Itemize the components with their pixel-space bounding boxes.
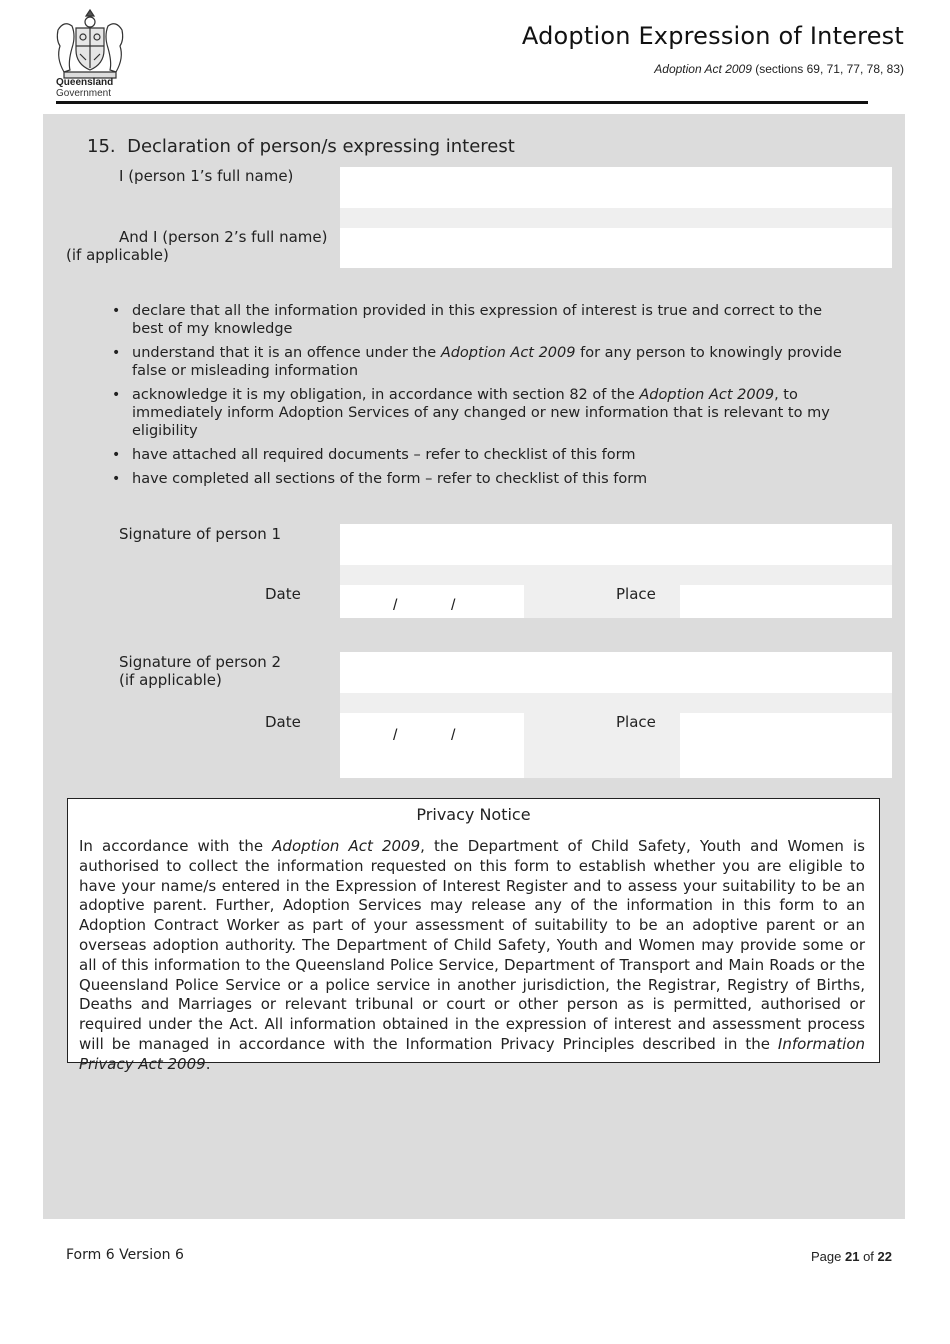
person2-name-label: And I (person 2’s full name) [119, 228, 328, 246]
form-version: Form 6 Version 6 [66, 1247, 184, 1263]
signature2-field[interactable] [340, 652, 892, 693]
person2-applicable-note: (if applicable) [66, 246, 169, 264]
logo-org-sub: Government [56, 88, 112, 99]
field-spacer [340, 565, 892, 585]
act-name: Adoption Act 2009 [654, 62, 752, 76]
signature1-field[interactable] [340, 524, 892, 565]
section-title [87, 136, 515, 157]
date2-field[interactable] [340, 713, 524, 778]
person2-name-field[interactable] [340, 228, 892, 268]
person1-name-label: I (person 1’s full name) [119, 167, 294, 185]
field-spacer [524, 713, 680, 778]
field-spacer [340, 208, 892, 228]
date-separator: / [393, 597, 398, 614]
person1-name-field[interactable] [340, 167, 892, 208]
date1-label: Date [265, 585, 301, 603]
logo-org-name: Queensland [56, 77, 114, 88]
field-spacer [524, 585, 680, 618]
field-spacer [340, 693, 892, 713]
section-title-text: Declaration of person/s expressing interest [127, 136, 515, 157]
place1-field[interactable] [680, 585, 892, 618]
place1-label: Place [616, 585, 656, 603]
privacy-notice-body: In accordance with the Adoption Act 2009, the Department of Child Safety, Youth and Women is authorised to collect the information requested on this form to establish whether you are eligible to have your name/s entered in the Expression of Interest Register and to assess your suitability to be an adoptive parent. Further, Adoption Services may release any of the information in this form to an Adoption Contract Worker as part of your assessment of suitability to be an adoptive parent or an overseas adoption authority. The Department of Child Safety, Youth and Women may provide some or all of this information to the Queensland Police Service, Department of Transport and Main Roads or the Queensland Police Service or a police service in another jurisdiction, the Registrar, Registry of Births, Deaths and Marriages or relevant tribunal or court or other person as is permitted, authorised or required under the Act. All information obtained in the expression of interest and assessment process will be managed in accordance with the Information Privacy Principles described in the Information Privacy Act 2009. [79, 837, 866, 1073]
declaration-item: • understand that it is an offence under the Adoption Act 2009 for any person to knowingly provide false or misleading information [110, 344, 850, 380]
date2-label: Date [265, 713, 301, 731]
declaration-item: • declare that all the information provided in this expression of interest is true and correct to the best of my knowledge [110, 302, 850, 338]
declaration-item: • have attached all required documents – refer to checklist of this form [110, 446, 850, 464]
place2-field[interactable] [680, 713, 892, 778]
privacy-notice-title: Privacy Notice [416, 805, 531, 824]
act-sections: (sections 69, 71, 77, 78, 83) [751, 62, 904, 76]
declaration-list [110, 302, 850, 494]
signature2-label: Signature of person 2 [119, 653, 282, 671]
section-number: 15. [87, 136, 116, 157]
privacy-notice-box [67, 798, 880, 1073]
act-reference: Adoption Act 2009 [272, 837, 421, 855]
page-number: Page 21 of 22 [811, 1249, 892, 1264]
signature1-label: Signature of person 1 [119, 525, 282, 543]
department-name: Department of Child Safety, Youth and Women [336, 935, 696, 954]
date-separator: / [451, 727, 456, 744]
date-separator: / [393, 727, 398, 744]
date-separator: / [451, 597, 456, 614]
signature2-applicable-note: (if applicable) [119, 671, 222, 689]
declaration-item: • have completed all sections of the form – refer to checklist of this form [110, 470, 850, 488]
department-name: Department of Child Safety, Youth and Women [467, 837, 844, 855]
header-divider [56, 101, 868, 104]
act-reference: Information Privacy Act 2009 [79, 1034, 865, 1073]
document-title: Adoption Expression of Interest [521, 22, 904, 50]
place2-label: Place [616, 713, 656, 731]
date1-field[interactable] [340, 585, 524, 618]
document-subtitle [654, 62, 904, 76]
declaration-item: • acknowledge it is my obligation, in accordance with section 82 of the Adoption Act 2009, to immediately inform Adoption Services of any changed or new information that is relevant to my eligibility [110, 386, 850, 440]
